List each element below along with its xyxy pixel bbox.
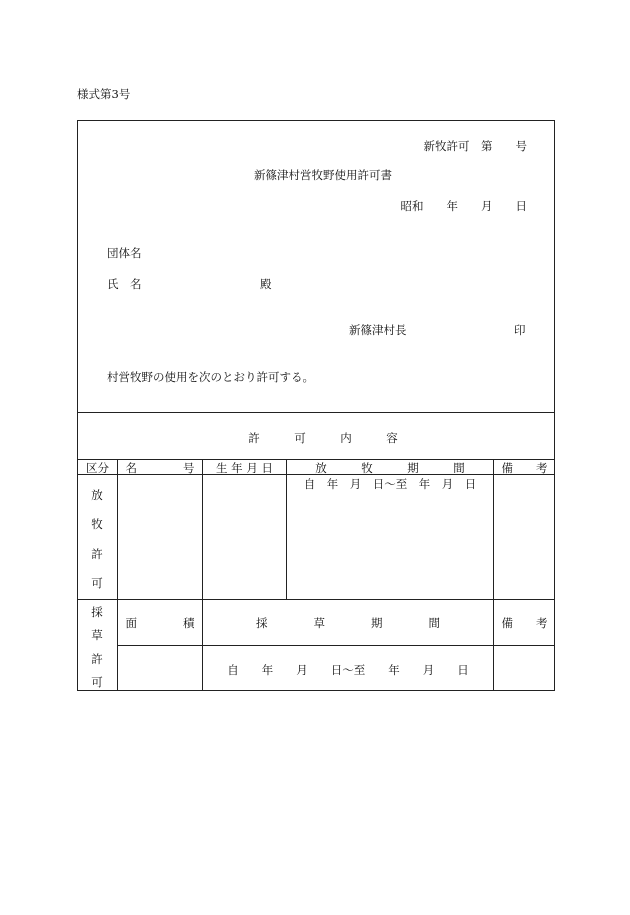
section-divider (77, 412, 555, 413)
col-header-grazing-period: 放 牧 期 間 (315, 461, 465, 475)
grazing-label-char: 放 (91, 488, 103, 502)
grazing-label-char: 許 (91, 547, 103, 561)
grazing-label-char: 可 (91, 576, 103, 590)
col-header-name: 名 号 (125, 461, 195, 475)
mowing-label-char: 採 (91, 605, 103, 619)
issue-date: 昭和 年 月 日 (400, 199, 527, 213)
grazing-period-text: 自 年 月 日〜至 年 月 日 (303, 477, 477, 491)
content-heading: 許 可 内 容 (248, 431, 398, 445)
col-header-mowing-period: 採 草 期 間 (256, 616, 440, 630)
col-header-birthdate: 生 年 月 日 (216, 461, 273, 475)
mowing-label-char: 許 (91, 652, 103, 666)
mowing-label-char: 草 (91, 628, 103, 642)
grazing-label-char: 牧 (91, 517, 103, 531)
recipient-name-label: 氏 名 (107, 277, 142, 291)
col-divider-period (493, 459, 494, 599)
document-title: 新篠津村営牧野使用許可書 (254, 168, 392, 182)
col-header-remarks: 備 考 (501, 461, 548, 475)
group-name-label: 団体名 (107, 246, 142, 260)
grazing-bottom-rule (77, 599, 555, 600)
col-divider-mowing-period (493, 599, 494, 691)
mowing-label-char: 可 (91, 675, 103, 689)
seal-mark: 印 (514, 323, 526, 337)
permit-statement: 村営牧野の使用を次のとおり許可する。 (107, 370, 314, 384)
mowing-period-text: 自 年 月 日〜至 年 月 日 (227, 663, 469, 677)
col-divider-mowing-kubun (117, 599, 118, 691)
col-divider-name (202, 459, 203, 599)
permit-number: 新牧許可 第 号 (423, 139, 527, 153)
col-header-mowing-remarks: 備 考 (501, 616, 548, 630)
col-header-kubun: 区分 (86, 461, 109, 475)
mowing-header-rule (117, 645, 555, 646)
form-number: 様式第3号 (77, 87, 131, 101)
honorific: 殿 (260, 277, 272, 291)
issuer-name: 新篠津村長 (349, 323, 407, 337)
col-header-area: 面 積 (125, 616, 195, 630)
col-divider-kubun (117, 459, 118, 599)
